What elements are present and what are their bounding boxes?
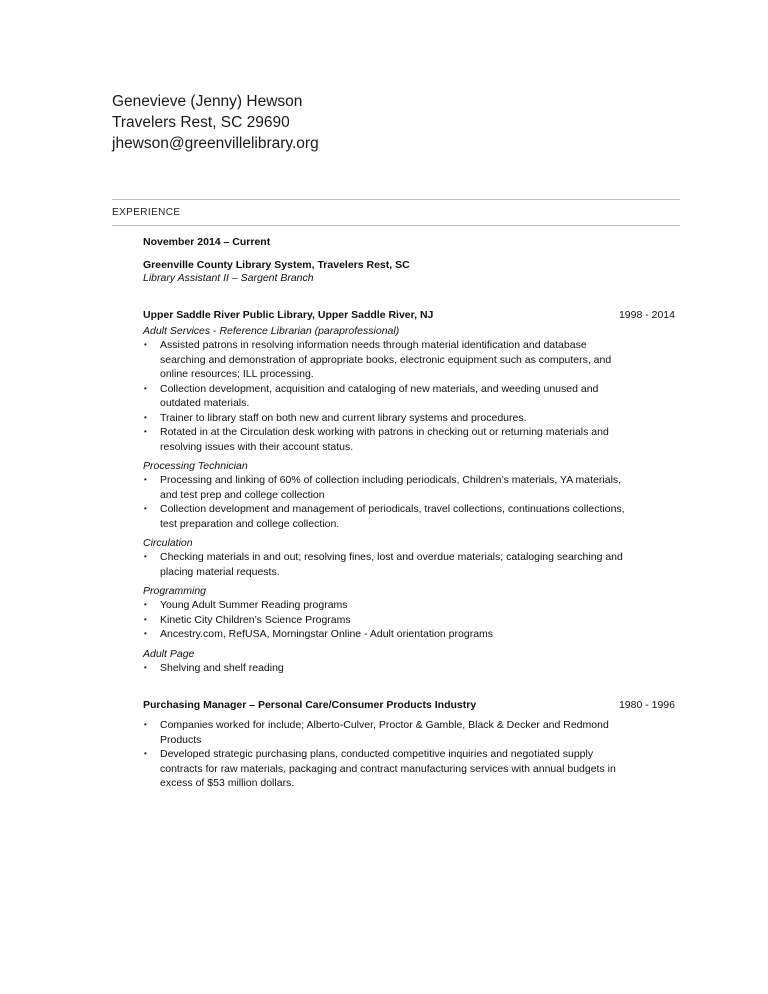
bullet-icon: • [144,720,147,729]
job3-dates: 1980 - 1996 [618,699,675,711]
candidate-name: Genevieve (Jenny) Hewson [112,93,303,110]
job2-role-title: Processing Technician [143,460,248,472]
section-title-experience: EXPERIENCE [112,207,181,218]
job2-role2-bullets [143,473,675,531]
job2-role-title: Adult Page [143,647,195,660]
list-item: • Processing and linking of 60% of collection including periodicals, Children’s materials, YA materials, and test prep and college collection [144,474,622,501]
bullet-icon: • [144,629,147,638]
job2-dates: 1998 - 2014 [618,309,675,321]
list-item: • Collection development, acquisition and cataloging of new materials, and weeding unused and outdated materials. [144,382,599,409]
bullet-icon: • [144,340,147,349]
job2-role-title: Programming [143,585,207,597]
list-item: • Assisted patrons in resolving information needs through material identification and database searching and demonstration of appropriate books, electronic equipment such as computers, and online resources; ILL processing. [144,339,612,380]
job1-employer: Greenville County Library System, Travelers Rest, SC [143,259,410,271]
bullet-icon: • [144,383,147,393]
job3-heading [143,699,675,712]
job2-role-title: Circulation [143,537,193,549]
job3-title: Purchasing Manager – Personal Care/Consumer Products Industry [143,699,477,711]
list-item: • Checking materials in and out; resolving fines, lost and overdue materials; cataloging searching and placing material requests. [144,551,623,578]
experience-content [143,236,675,791]
job2-heading [143,309,675,322]
list-item: • Shelving and shelf reading [144,661,284,674]
bullet-icon: • [144,475,147,484]
list-item: • Rotated in at the Circulation desk working with patrons in checking out or returning materials and resolving issues with their account status. [144,426,609,453]
job2-employer: Upper Saddle River Public Library, Upper Saddle River, NJ [143,309,434,321]
section-bottom-rule [112,225,680,226]
bullet-icon: • [144,427,147,436]
section-top-rule [112,199,680,200]
candidate-location: Travelers Rest, SC 29690 [112,114,290,131]
list-item: • Kinetic City Children’s Science Programs [144,613,351,626]
candidate-email: jhewson@greenvillelibrary.org [112,135,319,152]
bullet-icon: • [144,600,147,609]
bullet-icon: • [144,504,147,513]
job1-dates: November 2014 – Current [143,236,271,248]
list-item: • Ancestry.com, RefUSA, Morningstar Online - Adult orientation programs [144,628,494,640]
job2-role3-bullets [143,550,675,579]
job2-role1-bullets [143,338,675,454]
contact-header [112,91,319,154]
list-item: • Developed strategic purchasing plans, conducted competitive inquiries and negotiated supply contracts for raw materials, packaging and contract manufacturing services with annual budgets in excess of $53 million dollars. [144,748,616,789]
job2-role4-bullets [143,598,675,642]
list-item: • Companies worked for include; Alberto-Culver, Proctor & Gamble, Black & Decker and Redmond Products [144,719,609,746]
list-item: • Young Adult Summer Reading programs [144,599,348,611]
bullet-icon: • [144,749,147,758]
list-item: • Collection development and management of periodicals, travel collections, continuations collections, test preparation and college collection. [144,503,625,530]
bullet-icon: • [144,412,147,422]
bullet-icon: • [144,614,147,624]
job2-role5-bullets [143,661,675,676]
job1-role: Library Assistant II – Sargent Branch [143,272,314,284]
job3-bullets [143,718,675,791]
list-item: • Trainer to library staff on both new and current library systems and procedures. [144,411,527,424]
bullet-icon: • [144,552,147,561]
bullet-icon: • [144,662,147,672]
job2-role-title: Adult Services - Reference Librarian (paraprofessional) [143,325,400,337]
